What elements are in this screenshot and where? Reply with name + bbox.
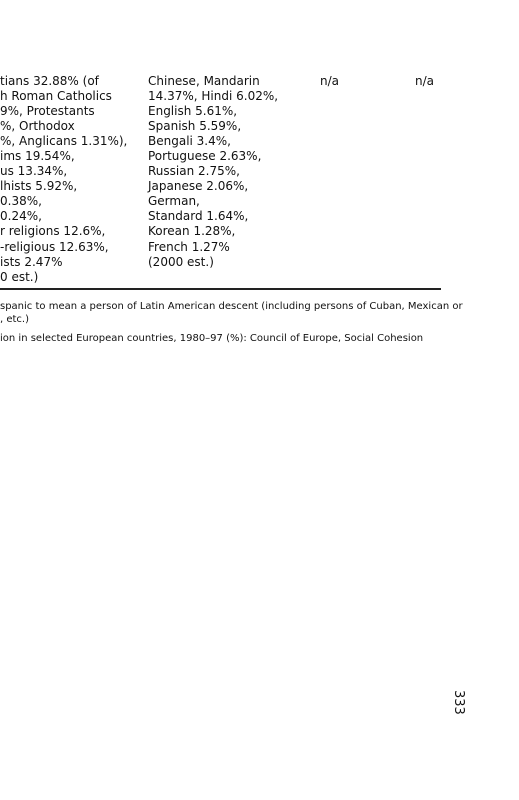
language-line: Korean 1.28%, xyxy=(148,224,236,239)
religion-line: 9%, Protestants xyxy=(0,104,95,119)
footnote-line: , etc.) xyxy=(0,314,30,325)
religion-line: -religious 12.63%, xyxy=(0,239,109,254)
language-line: 14.37%, Hindi 6.02%, xyxy=(148,89,279,104)
religion-line: h Roman Catholics xyxy=(0,89,112,104)
language-line: Japanese 2.06%, xyxy=(148,179,249,194)
languages-column xyxy=(148,74,278,270)
footnote-line: spanic to mean a person of Latin American descent (including persons of Cuban, Mexican or xyxy=(0,301,463,312)
religion-line: 0.24%, xyxy=(0,209,42,224)
religion-line: lhists 5.92%, xyxy=(0,179,78,194)
na-cell: n/a xyxy=(415,74,435,88)
religion-line: %, Orthodox xyxy=(0,119,75,134)
language-line: Bengali 3.4%, xyxy=(148,134,231,149)
religion-line: us 13.34%, xyxy=(0,164,68,179)
page-number: 333 xyxy=(451,690,466,715)
table-bottom-rule xyxy=(0,288,441,290)
language-line: German, xyxy=(148,194,200,209)
source-note: ion in selected European countries, 1980–97 (%): Council of Europe, Social Cohesion xyxy=(0,333,424,344)
na-cell: n/a xyxy=(320,74,340,88)
language-line: (2000 est.) xyxy=(148,254,214,269)
religion-line: tians 32.88% (of xyxy=(0,74,99,88)
religion-line: r religions 12.6%, xyxy=(0,224,106,239)
language-line: Spanish 5.59%, xyxy=(148,119,242,134)
religion-line: 0 est.) xyxy=(0,269,39,284)
religion-line: %, Anglicans 1.31%), xyxy=(0,134,128,149)
language-line: Standard 1.64%, xyxy=(148,209,249,224)
language-line: Russian 2.75%, xyxy=(148,164,240,179)
language-line: French 1.27% xyxy=(148,239,230,254)
religion-line: 0.38%, xyxy=(0,194,42,209)
religion-line: ists 2.47% xyxy=(0,254,63,269)
language-line: English 5.61%, xyxy=(148,104,238,119)
footnote xyxy=(0,300,463,326)
religion-column xyxy=(0,74,127,285)
language-line: Portuguese 2.63%, xyxy=(148,149,262,164)
language-line: Chinese, Mandarin xyxy=(148,74,260,88)
religion-line: ims 19.54%, xyxy=(0,149,75,164)
